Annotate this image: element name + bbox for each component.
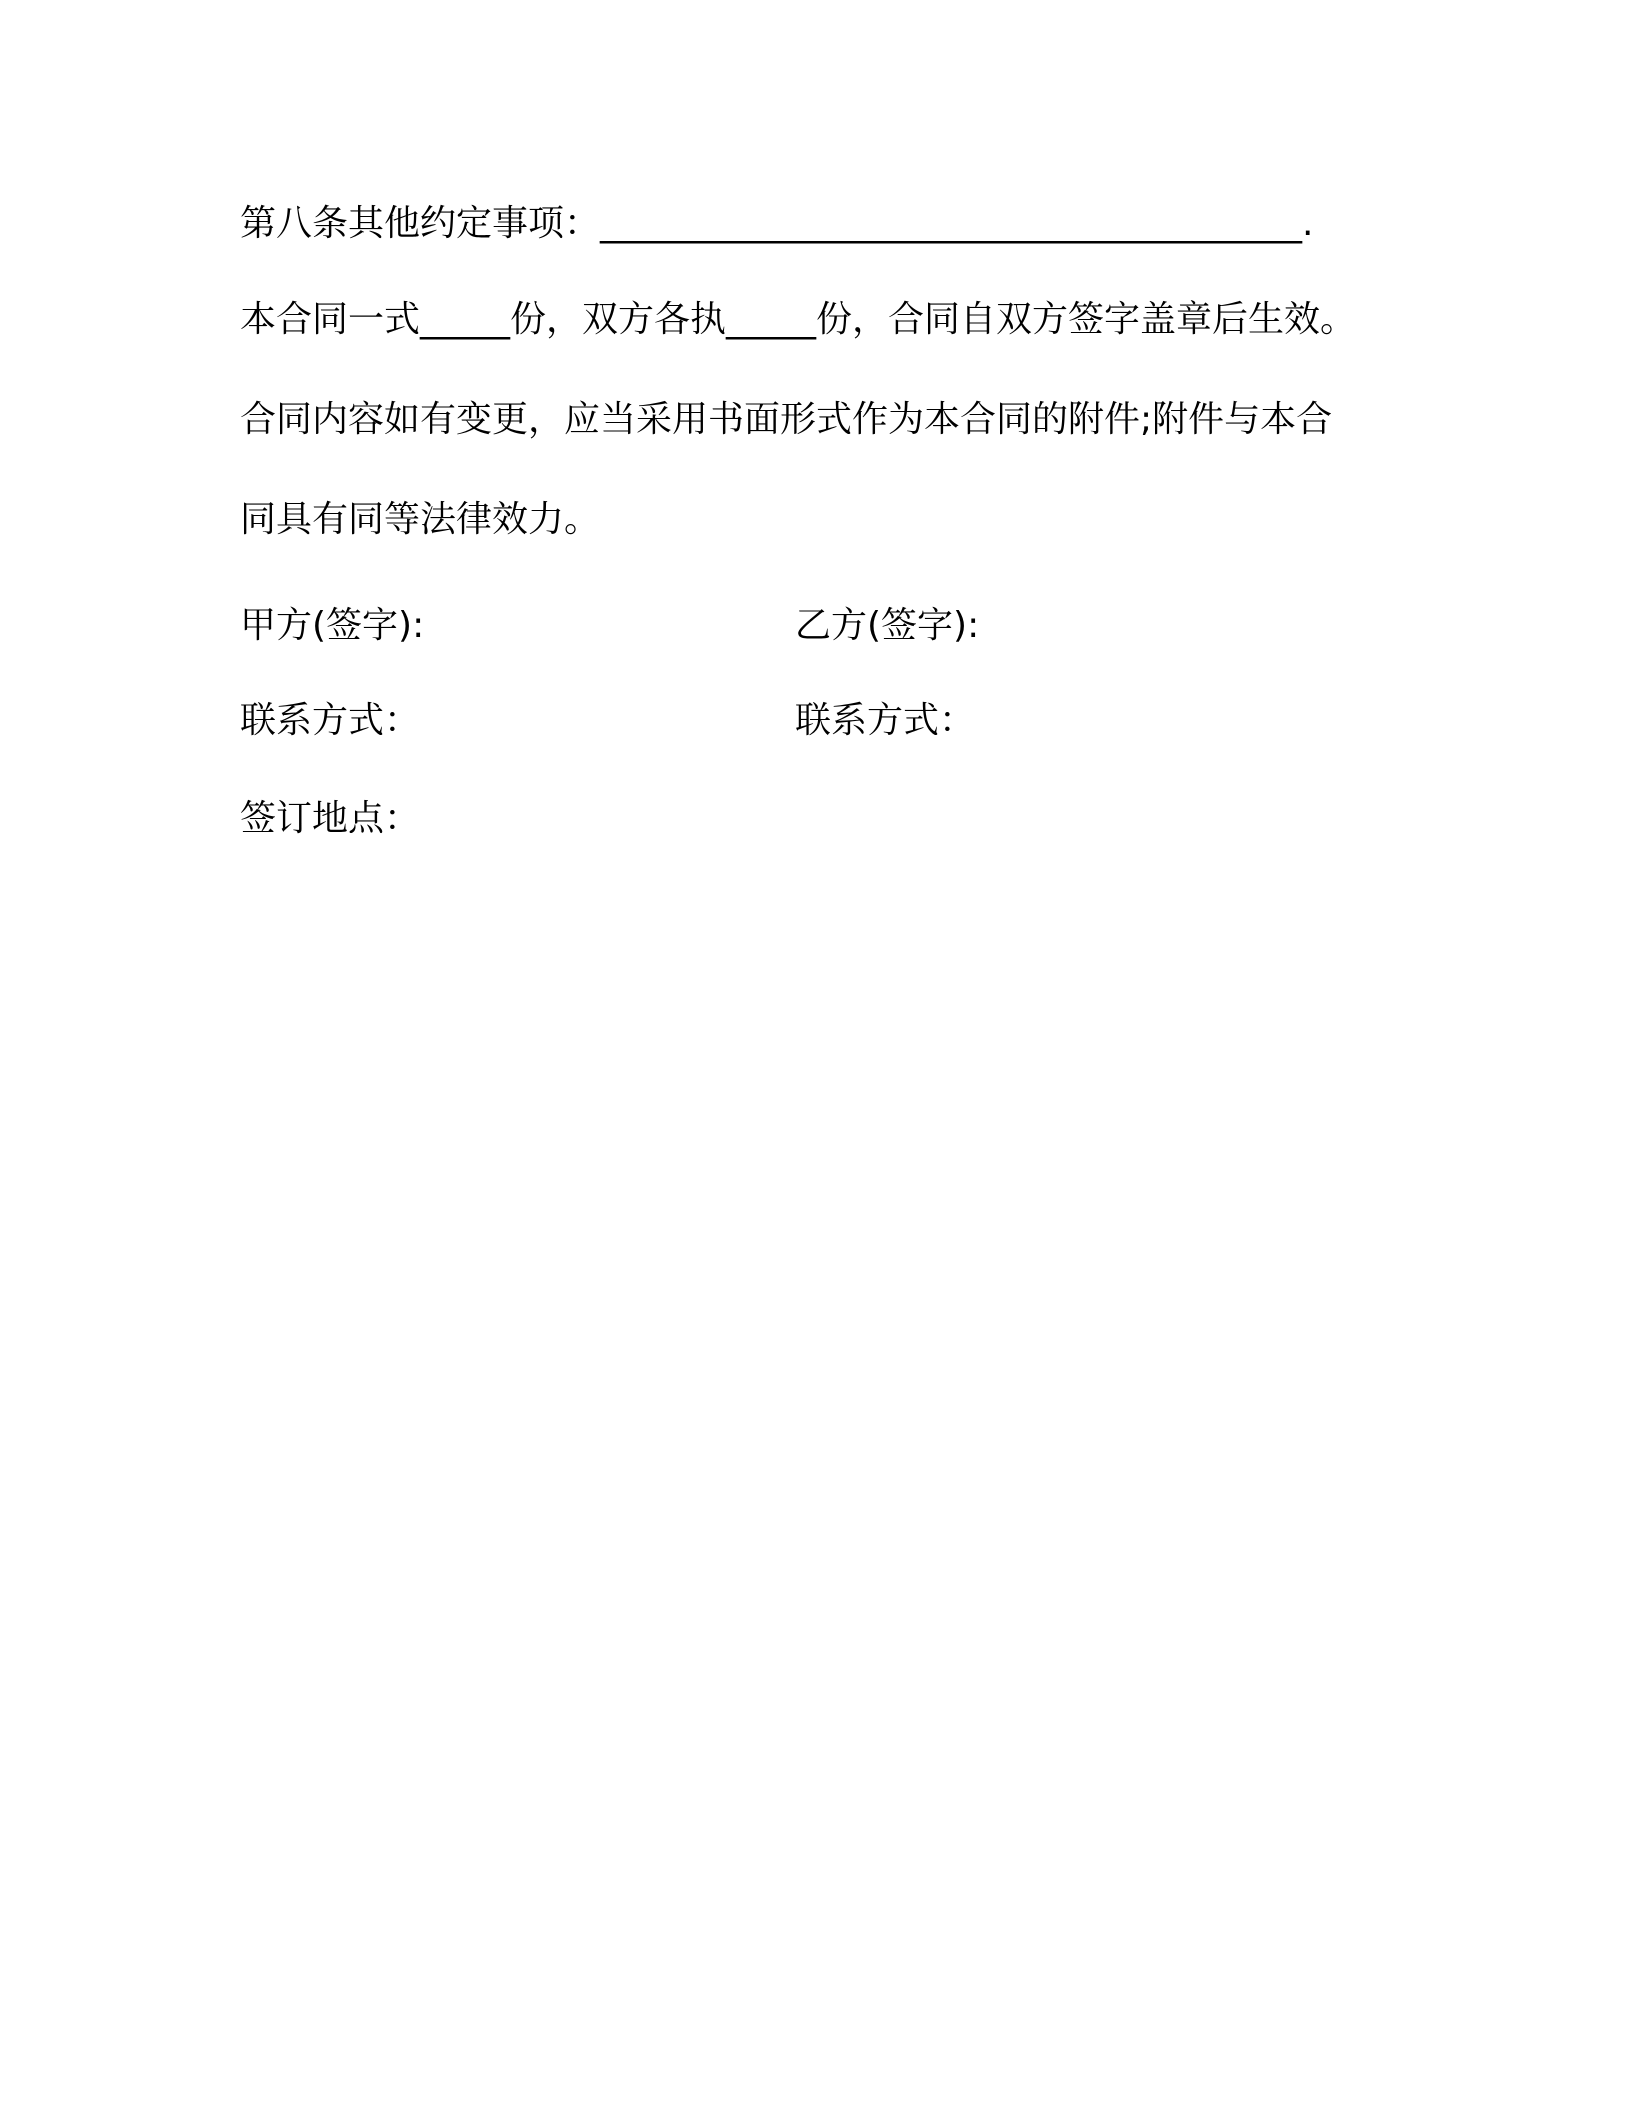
other-terms-clause: 第八条其他约定事项：_______________________________________.: [240, 203, 1314, 244]
party-a-signature-label: 甲方(签字):: [240, 605, 425, 646]
party-b-contact-label: 联系方式：: [795, 700, 976, 741]
amendment-clause-line2: 同具有同等法律效力。: [240, 499, 601, 540]
copies-clause: 本合同一式_____份，双方各执_____份，合同自双方签字盖章后生效。: [240, 299, 1357, 340]
signing-place-label: 签订地点：: [240, 798, 421, 839]
amendment-clause-line1: 合同内容如有变更，应当采用书面形式作为本合同的附件;附件与本合: [240, 399, 1333, 440]
party-b-signature-label: 乙方(签字):: [795, 605, 980, 646]
party-a-contact-label: 联系方式：: [240, 700, 421, 741]
